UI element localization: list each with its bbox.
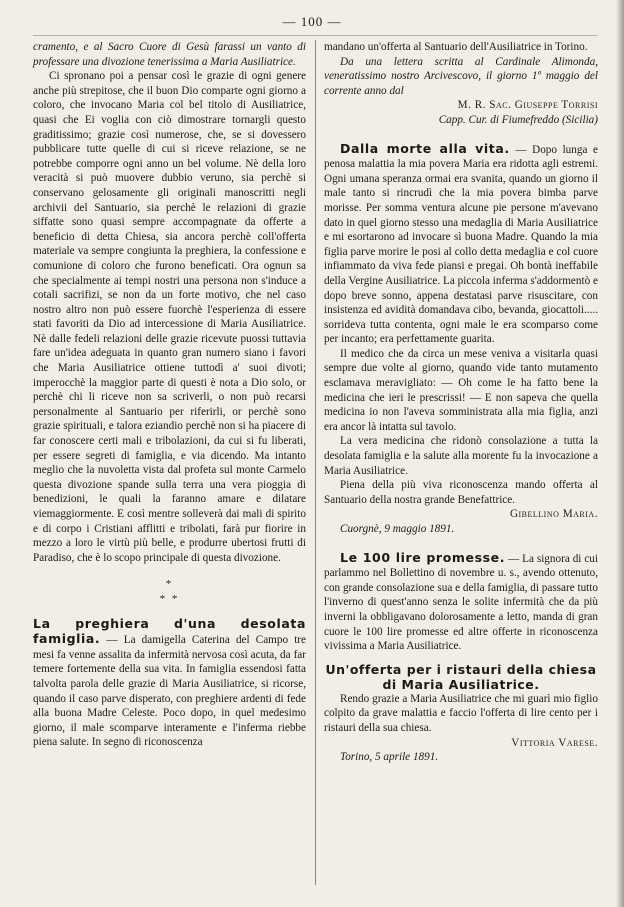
article-desolata-famiglia: [33, 617, 306, 750]
signature-varese: Vittoria Varese.: [511, 736, 598, 749]
right-paragraph-1: mandano un'offerta al Santuario dell'Ausiliatrice in Torino.: [324, 41, 588, 53]
page-edge-shadow: [616, 0, 624, 907]
right-column: [324, 40, 598, 765]
section-separator-stars: * * *: [159, 578, 180, 605]
left-paragraph-1: cramento, e al Sacro Cuore di Gesù farassi un vanto di professare una divozione tenerissima a Maria Ausiliatrice.: [33, 41, 306, 68]
right-paragraph-2: Da una lettera scritta al Cardinale Alimonda, veneratissimo nostro Arcivescovo, il giorno 1º maggio del corrente anno dal: [324, 55, 598, 97]
article-dalla-morte: [324, 142, 598, 347]
signature-torrisi: M. R. Sac. Giuseppe Torrisi: [457, 99, 598, 112]
place-date-cuorgne: Cuorgnè, 9 maggio 1891.: [340, 523, 455, 535]
article-body: — Dopo lunga e penosa malattia la mia povera Maria era ridotta agli estremi. Ogni umana speranza ormai era svanita, quando un giorno il male tanto si rincrudì che la mia povera bimba parve morisse. Per somma ventura alcune pie persone m'avevano dato in quel giorno stesso una medaglia di Maria Ausiliatrice e mi esortarono ad invocare sì buona Madre. Quando la mia figlia parve morire le posi al collo detta medaglia e col cuore infiammato da viva fede piansi e pregai. Oh bontà ineffabile della Vergine Ausiliatrice. La piccola inferma s'addormentò e dopo breve sonno, appena destatasi parve risuscitare, con insistenza ed avidità domandava cibo, bevanda, giocattoli..... sorrideva tutta contenta, ogni male le era scomparso come per incanto; era perfettamente guarita.: [324, 143, 598, 346]
right-paragraph-4: Il medico che da circa un mese veniva a visitarla quasi sempre due volte al giorno, quando vide tanto mutamento esclamava meravigliato: — Oh come le ha fatto bene la medicina che ieri le prescrissi! — E non sapeva che quella medicina io non l'aveva somministrata alla mia figlia, anzi era ancor là intatta sul tavolo.: [324, 347, 598, 433]
left-column: [33, 40, 306, 750]
column-divider: [315, 40, 316, 885]
article-heading: Le 100 lire promesse.: [340, 549, 506, 565]
signature-torrisi-title: Capp. Cur. di Fiumefreddo (Sicilia): [438, 113, 598, 126]
article-100-lire: [324, 551, 598, 654]
place-date-torino: Torino, 5 aprile 1891.: [340, 751, 439, 764]
left-paragraph-2: Ci spronano poi a pensar così le grazie di ogni genere anche più strepitose, che il buon Dio comparte ogni giorno a coloro, che invocano Maria col bel titolo di Ausiliatrice, quasi che Ei voglia con ciò dimostrare tornargli questo graditissimo; grazie così numerose, che, se si dovessero pubblicare tutte quelle di cui si riceve relazione, se ne potrebbe comporre ogni anno un bel volume. Nè della loro veracità si può muovere dubbio veruno, sia perchè si conservano gelosamente gli originali manoscritti negli archivii del Santuario, sia perchè le relazioni di grazie siffatte sono quasi sempre accompagnate da offerte a beneficio di detta Chiesa, sia ancora perchè coll'offerta materiale va sempre congiunta la preghiera, la confessione e comunione di coloro che furono beneficati. Ora ognun sa che specialmente ai tempi nostri una persona non s'induce a cotali sacrifizi, se non da un forte motivo, che nel caso nostro altro non può essere fuorchè l'esperienza di essere stati favoriti da Dio ad intercessione di Maria Ausiliatrice. Nè dalle fedeli relazioni delle grazie ricevute puossi tuttavia fare un'idea adeguata in quanto gran numero siano i favori che Maria Ausiliatrice ottiene tuttodì a' suoi divoti; imperocchè la maggior parte di questi è nota a Dio solo, or perchè chi li riceve non sa scriverli, o non può recarsi personalmente al Santuario per riferirli, or perchè sono grazie spirituali, e talora eziandio perchè non si ha piacere di far conoscere certi mali e tribolazioni, da cui si fu liberati, per essere segreti di famiglia, e via dicendo. Ma intanto meglio che la nuvoletta vista dal profeta sul monte Carmelo questa divozione spande sulla terra una vera pioggia di benedizioni, le quali la faranno amare e dilatare viemaggiormente. E così mentre solleverà dai mali di spirito e di corpo i Cristiani afflitti e tribolati, farà pur fiorire in mezzo a loro le virtù più belle, e produrre ubertosi frutti di Paradiso, che è lo scopo principale di questa divozione.: [33, 70, 306, 564]
article-heading: Dalla morte alla vita.: [340, 140, 510, 156]
article-heading-ristauri: Un'offerta per i ristauri della chiesa di Maria Ausiliatrice.: [325, 661, 597, 692]
header-rule: [33, 35, 598, 36]
page-number: — 100 —: [282, 14, 342, 29]
signature-gibellino: Gibellino Maria.: [509, 508, 598, 521]
right-paragraph-6: Piena della più viva riconoscenza mando offerta al Santuario della nostra grande Benefattrice.: [324, 479, 598, 506]
article-body: — La damigella Caterina del Campo tre mesi fa venne assalita da infermità nervosa così acuta, da far temere fortemente della sua vita. In famiglia essendosi fatta talvolta parola delle grazie di Maria Ausiliatrice, si ricorse, quando il caso parve disperato, con preghiere ardenti di fede alla buona Madre Celeste. Poco dopo, in quel medesimo giorno, il male scomparve interamente e l'inferma riebbe piena salute. In segno di riconoscenza: [33, 634, 306, 749]
article-heading: La preghiera d'una desolata famiglia.: [33, 615, 306, 647]
article-body: — La signora di cui parlammo nel Bollettino di novembre u. s., avendo ottenuto, con grande consolazione sua e della famiglia, di passare tutto l'inverno di quest'anno senza le solite infermità che da più inverni la obbligavano dolorosamente a letto, manda di gran cuore le 100 lire promesse ed altre offerte in riconoscenza vivissima a Maria Ausiliatrice.: [324, 552, 598, 653]
right-paragraph-5: La vera medicina che ridonò consolazione a tutta la desolata famiglia e la salute alla morente fu la invocazione a Maria Ausiliatrice.: [324, 435, 598, 477]
right-paragraph-8: Rendo grazie a Maria Ausiliatrice che mi guarì mio figlio colpito da grave malattia e faccio l'offerta di lire cento per i ristauri della sua chiesa.: [324, 692, 598, 734]
